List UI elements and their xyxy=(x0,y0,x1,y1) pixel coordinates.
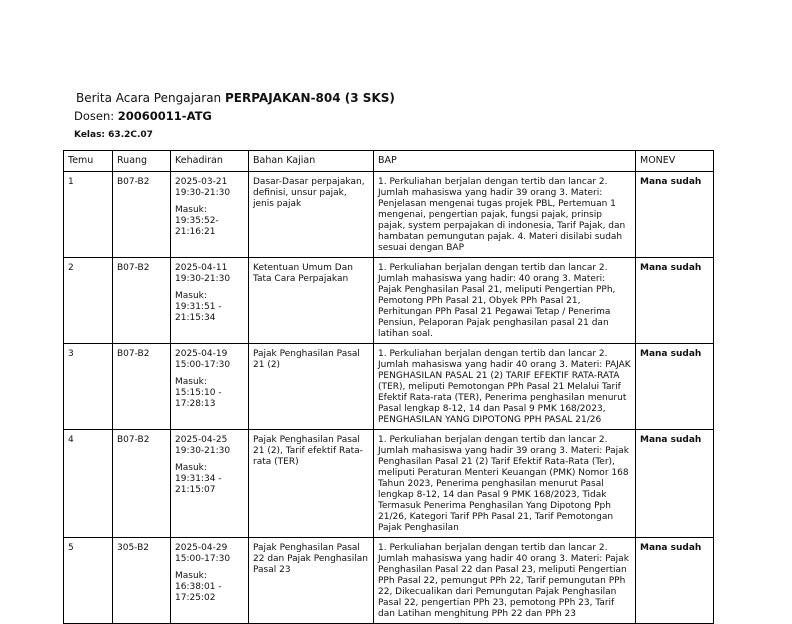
course-name: PERPAJAKAN-804 (3 SKS) xyxy=(224,91,395,105)
bap-cell: 1. Perkuliahan berjalan dengan tertib dan lancar 2. Jumlah mahasiswa yang hadir: 40 orang 3. Materi: Pajak Penghasilan Pasal 21, meliputi Pengertian PPh, Pemotong PPh Pasal 21, Obyek PPh Pasal 21, Perhitungan PPh Pasal 21 Pegawai Tetap / Penerima Pensiun, Pelaporan Pajak penghasilan pasal 21 dan latihan soal. xyxy=(374,258,636,344)
masuk: Masuk: 19:31:34 - 21:15:07 xyxy=(175,463,222,495)
table-row xyxy=(64,258,714,344)
masuk: Masuk: 19:35:52-21:16:21 xyxy=(175,205,219,237)
tanggal: 2025-03-21 xyxy=(175,177,228,187)
masuk: Masuk: 15:15:10 - 17:28:13 xyxy=(175,377,222,409)
monev-cell: Mana sudah xyxy=(636,344,714,430)
temu-cell: 5 xyxy=(64,538,113,624)
table-row xyxy=(64,538,714,624)
table-row xyxy=(64,430,714,538)
dosen-value: 20060011-ATG xyxy=(117,109,212,123)
temu-cell: 2 xyxy=(64,258,113,344)
document-header xyxy=(74,90,714,142)
table-row xyxy=(64,344,714,430)
temu-cell: 1 xyxy=(64,172,113,258)
document-title xyxy=(76,90,714,107)
monev-cell: Mana sudah xyxy=(636,430,714,538)
monev-cell: Mana sudah xyxy=(636,172,714,258)
ruang-cell: B07-B2 xyxy=(113,172,171,258)
kehadiran-cell xyxy=(171,538,249,624)
kehadiran-cell xyxy=(171,344,249,430)
jam: 15:00-17:30 xyxy=(175,554,231,564)
bap-table xyxy=(63,150,714,624)
kelas-line: Kelas: 63.2C.07 xyxy=(74,130,153,140)
jam: 19:30-21:30 xyxy=(175,446,231,456)
ruang-cell: B07-B2 xyxy=(113,344,171,430)
tanggal: 2025-04-19 xyxy=(175,349,228,359)
bahan-kajian-cell: Ketentuan Umum Dan Tata Cara Perpajakan xyxy=(249,258,374,344)
kehadiran-cell xyxy=(171,258,249,344)
temu-cell: 3 xyxy=(64,344,113,430)
bahan-kajian-cell: Pajak Penghasilan Pasal 21 (2), Tarif efektif Rata-rata (TER) xyxy=(249,430,374,538)
jam: 19:30-21:30 xyxy=(175,274,231,284)
col-header-monev: MONEV xyxy=(636,151,714,172)
kehadiran-cell xyxy=(171,430,249,538)
tanggal: 2025-04-25 xyxy=(175,435,228,445)
bap-cell: 1. Perkuliahan berjalan dengan tertib dan lancar 2. Jumlah mahasiswa yang hadir 40 orang 3. Materi: PAJAK PENGHASILAN PASAL 21 (2) TARIF EFEKTIF RATA-RATA (TER), meliputi Pemotongan PPh Pasal 21 Melalui Tarif Efektif Rata-rata (TER), Penerima penghasilan menurut Pasal lengkap 8-12, 14 dan Pasal 9 PMK 168/2023, PENGHASILAN YANG DIPOTONG PPH PASAL 21/26 xyxy=(374,344,636,430)
kehadiran-cell xyxy=(171,172,249,258)
dosen-label: Dosen: xyxy=(74,109,115,123)
ruang-cell: B07-B2 xyxy=(113,258,171,344)
temu-cell: 4 xyxy=(64,430,113,538)
table-header-row xyxy=(64,151,714,172)
col-header-kehadiran: Kehadiran xyxy=(171,151,249,172)
bap-cell: 1. Perkuliahan berjalan dengan tertib dan lancar 2. Jumlah mahasiswa yang hadir 39 orang 3. Materi: Penjelasan mengenai tugas projek PBL, Pertemuan 1 mengenai, pengertian pajak, fungsi pajak, prinsip pajak, system perpajakan di indonesia, Tarif Pajak, dan hambatan pemungutan pajak. 4. Materi disilabi sudah sesuai dengan BAP xyxy=(374,172,636,258)
table-row xyxy=(64,172,714,258)
col-header-bap: BAP xyxy=(374,151,636,172)
tanggal: 2025-04-11 xyxy=(175,263,228,273)
dosen-line xyxy=(74,108,714,125)
bap-cell: 1. Perkuliahan berjalan dengan tertib dan lancar 2. Jumlah mahasiswa yang hadir 40 orang 3. Materi: Pajak Penghasilan Pasal 22 dan Pasal 23, meliputi Pengertian PPh Pasal 22, pemungut PPh 22, Tarif pemungutan PPh 22, Dikecualikan dari Pemungutan Pajak Penghasilan Pasal 22, pengertian PPh 23, pemotong PPh 23, Tarif dan Latihan menghitung PPh 22 dan PPh 23 xyxy=(374,538,636,624)
jam: 15:00-17:30 xyxy=(175,360,231,370)
ruang-cell: 305-B2 xyxy=(113,538,171,624)
bap-cell: 1. Perkuliahan berjalan dengan tertib dan lancar 2. Jumlah mahasiswa yang hadir 39 orang 3. Materi: Pajak Penghasilan Pasal 21 (2) Tarif Efektif Rata-Rata (Ter), meliputi Peraturan Menteri Keuangan (PMK) Nomor 168 Tahun 2023, Penerima penghasilan menurut Pasal lengkap 8-12, 14 dan Pasal 9 PMK 168/2023, Tidak Termasuk Penerima Penghasilan Yang Dipotong Pph 21/26, Kategori Tarif PPh Pasal 21, Tarif Pemotongan Pajak Penghasilan xyxy=(374,430,636,538)
bahan-kajian-cell: Dasar-Dasar perpajakan, definisi, unsur pajak, jenis pajak xyxy=(249,172,374,258)
bahan-kajian-cell: Pajak Penghasilan Pasal 22 dan Pajak Penghasilan Pasal 23 xyxy=(249,538,374,624)
monev-cell: Mana sudah xyxy=(636,258,714,344)
col-header-temu: Temu xyxy=(64,151,113,172)
monev-cell: Mana sudah xyxy=(636,538,714,624)
masuk: Masuk: 19:31:51 - 21:15:34 xyxy=(175,291,222,323)
tanggal: 2025-04-29 xyxy=(175,543,228,553)
title-prefix: Berita Acara Pengajaran xyxy=(76,91,222,105)
jam: 19:30-21:30 xyxy=(175,188,231,198)
col-header-ruang: Ruang xyxy=(113,151,171,172)
masuk: Masuk: 16:38:01 - 17:25:02 xyxy=(175,571,222,603)
bahan-kajian-cell: Pajak Penghasilan Pasal 21 (2) xyxy=(249,344,374,430)
ruang-cell: B07-B2 xyxy=(113,430,171,538)
col-header-bahan-kajian: Bahan Kajian xyxy=(249,151,374,172)
